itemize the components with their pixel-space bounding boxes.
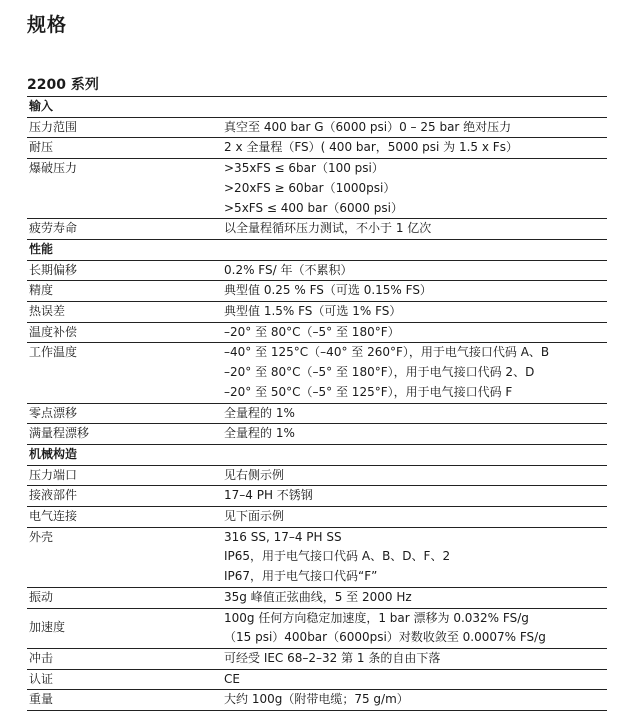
spec-row bbox=[27, 343, 607, 403]
spec-value-line: –20° 至 80°C（–5° 至 180°F） bbox=[224, 324, 400, 339]
spec-row bbox=[27, 670, 607, 691]
spec-row bbox=[27, 609, 607, 649]
spec-row bbox=[27, 404, 607, 425]
spec-value-line: >5xFS ≤ 400 bar（6000 psi） bbox=[224, 200, 403, 215]
spec-value bbox=[224, 281, 607, 301]
spec-value-line: 全量程的 1% bbox=[224, 426, 295, 441]
spec-value bbox=[224, 159, 607, 218]
spec-value bbox=[224, 302, 607, 322]
spec-value-line: >20xFS ≥ 60bar（1000psi） bbox=[224, 180, 396, 195]
spec-label: 长期偏移 bbox=[29, 262, 78, 277]
spec-row bbox=[27, 323, 607, 344]
spec-value bbox=[224, 670, 607, 690]
spec-value-line: 100g 任何方向稳定加速度，1 bar 漂移为 0.032% FS/g bbox=[224, 610, 529, 625]
spec-row bbox=[27, 466, 607, 487]
spec-value bbox=[224, 528, 607, 587]
spec-value-line: 见右侧示例 bbox=[224, 467, 285, 482]
spec-label: 接液部件 bbox=[29, 488, 78, 503]
spec-row bbox=[27, 424, 607, 445]
page-title: 规格 bbox=[27, 14, 68, 36]
spec-label: 重量 bbox=[29, 692, 54, 707]
spec-row bbox=[27, 159, 607, 219]
spec-label: 冲击 bbox=[29, 650, 54, 665]
section-heading: 性能 bbox=[27, 240, 607, 261]
spec-row bbox=[27, 486, 607, 507]
spec-table bbox=[27, 96, 607, 711]
spec-value-line: 全量程的 1% bbox=[224, 405, 295, 420]
spec-value-line: （15 psi）400bar（6000psi）对数收敛至 0.0007% FS/g bbox=[224, 630, 546, 645]
spec-value-line: 可经受 IEC 68–2–32 第 1 条的自由下落 bbox=[224, 650, 441, 665]
spec-value bbox=[224, 588, 607, 608]
spec-value bbox=[224, 261, 607, 281]
spec-value-line: 真空至 400 bar G（6000 psi）0 – 25 bar 绝对压力 bbox=[224, 119, 512, 134]
spec-value-line: 典型值 0.25 % FS（可选 0.15% FS） bbox=[224, 283, 432, 298]
spec-label: 工作温度 bbox=[29, 345, 78, 360]
spec-label: 加速度 bbox=[29, 620, 66, 635]
spec-label: 爆破压力 bbox=[29, 161, 78, 176]
spec-value-line: 17–4 PH 不锈钢 bbox=[224, 488, 313, 503]
spec-label: 压力端口 bbox=[29, 467, 78, 482]
spec-value bbox=[224, 507, 607, 527]
series-title: 2200 系列 bbox=[27, 77, 99, 93]
spec-value-line: 0.2% FS/ 年（不累积） bbox=[224, 262, 353, 277]
spec-row bbox=[27, 302, 607, 323]
spec-value-line: –40° 至 125°C（–40° 至 260°F），用于电气接口代码 A、B bbox=[224, 345, 550, 360]
spec-value-line: 2 x 全量程（FS）( 400 bar，5000 psi 为 1.5 x Fs） bbox=[224, 140, 518, 155]
spec-value bbox=[224, 138, 607, 158]
spec-row bbox=[27, 588, 607, 609]
spec-value-line: IP65，用于电气接口代码 A、B、D、F、2 bbox=[224, 549, 451, 564]
spec-value bbox=[224, 424, 607, 444]
spec-row bbox=[27, 219, 607, 240]
spec-value-line: >35xFS ≤ 6bar（100 psi） bbox=[224, 161, 384, 176]
spec-value-line: 典型值 1.5% FS（可选 1% FS） bbox=[224, 304, 402, 318]
spec-label: 认证 bbox=[29, 671, 54, 686]
spec-label: 温度补偿 bbox=[29, 324, 78, 339]
spec-value-line: IP67，用于电气接口代码“F” bbox=[224, 569, 378, 584]
spec-value bbox=[224, 649, 607, 669]
spec-label: 疲劳寿命 bbox=[29, 221, 78, 236]
spec-value bbox=[224, 219, 607, 239]
spec-value-line: 以全量程循环压力测试，不小于 1 亿次 bbox=[224, 221, 432, 236]
spec-value-line: CE bbox=[224, 671, 240, 686]
spec-value bbox=[224, 323, 607, 343]
spec-row bbox=[27, 528, 607, 588]
spec-value-line: –20° 至 50°C（–5° 至 125°F），用于电气接口代码 F bbox=[224, 384, 513, 399]
spec-value bbox=[224, 466, 607, 486]
spec-label: 外壳 bbox=[29, 529, 54, 544]
spec-value bbox=[224, 118, 607, 138]
spec-label: 振动 bbox=[29, 589, 54, 604]
spec-row bbox=[27, 649, 607, 670]
section-heading: 机械构造 bbox=[27, 445, 607, 466]
spec-label: 热误差 bbox=[29, 304, 66, 318]
spec-label: 满量程漂移 bbox=[29, 426, 90, 441]
spec-row bbox=[27, 138, 607, 159]
spec-label: 压力范围 bbox=[29, 119, 78, 134]
spec-row bbox=[27, 118, 607, 139]
spec-label: 零点漂移 bbox=[29, 405, 78, 420]
spec-label: 耐压 bbox=[29, 140, 54, 155]
spec-value-line: 见下面示例 bbox=[224, 509, 285, 524]
spec-value bbox=[224, 609, 607, 648]
spec-row bbox=[27, 690, 607, 711]
spec-value bbox=[224, 486, 607, 506]
section-heading: 输入 bbox=[27, 97, 607, 118]
spec-label: 精度 bbox=[29, 283, 54, 298]
spec-value bbox=[224, 404, 607, 424]
spec-row bbox=[27, 261, 607, 282]
spec-value-line: 316 SS, 17–4 PH SS bbox=[224, 529, 342, 544]
spec-label: 电气连接 bbox=[29, 509, 78, 524]
spec-row bbox=[27, 507, 607, 528]
spec-value-line: 大约 100g（附带电缆；75 g/m） bbox=[224, 692, 409, 707]
spec-row bbox=[27, 281, 607, 302]
spec-value bbox=[224, 343, 607, 402]
spec-value-line: –20° 至 80°C（–5° 至 180°F），用于电气接口代码 2、D bbox=[224, 365, 535, 380]
spec-value bbox=[224, 690, 607, 710]
spec-value-line: 35g 峰值正弦曲线，5 至 2000 Hz bbox=[224, 589, 412, 604]
